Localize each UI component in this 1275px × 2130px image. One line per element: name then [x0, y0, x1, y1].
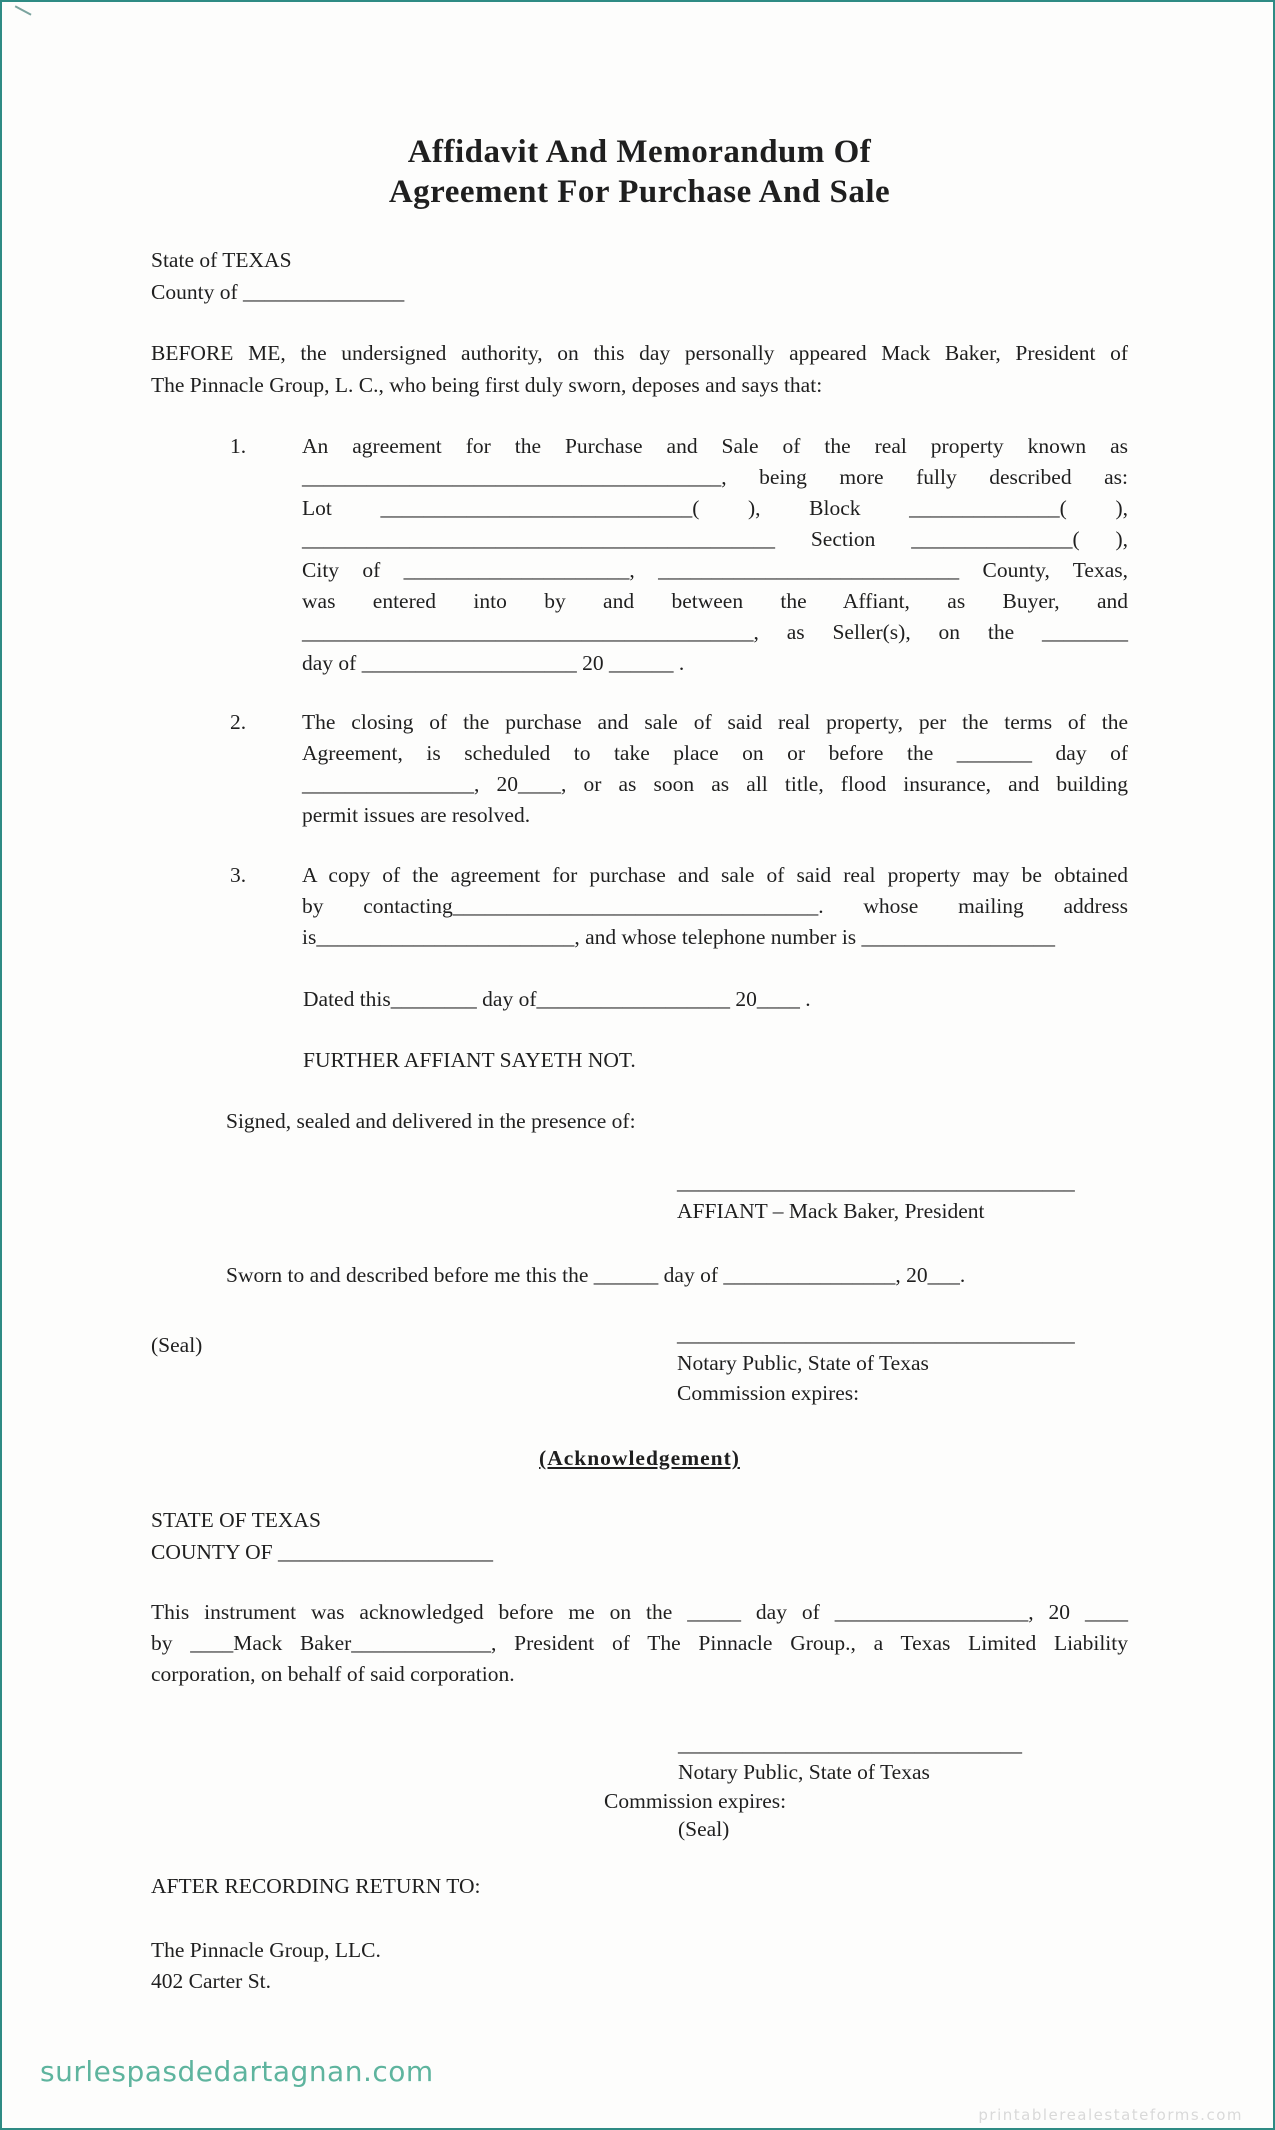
ack-county-line: COUNTY OF ____________________ — [151, 1540, 494, 1564]
item-line: An agreement for the Purchase and Sale of the real property known as — [302, 434, 1128, 458]
sworn-line: Sworn to and described before me this the ______ day of ________________, 20___. — [226, 1263, 966, 1287]
notary-block-2 — [604, 1730, 1275, 1844]
ack-state-line: STATE OF TEXAS — [151, 1508, 321, 1532]
item-body — [302, 431, 1128, 679]
instrument-paragraph — [151, 1597, 1128, 1690]
watermark-left: surlespasdedartagnan.com — [40, 2055, 434, 2088]
acknowledgement-section — [151, 1443, 1128, 1474]
acknowledgement-heading: (Acknowledgement) — [539, 1446, 740, 1470]
preamble-line: BEFORE ME, the undersigned authority, on this day personally appeared Mack Baker, President of — [151, 341, 1128, 365]
item-line: _______________________________________, being more fully described as: — [302, 465, 1128, 489]
item-line: day of ____________________ 20 ______ . — [302, 651, 685, 675]
affiant-label: AFFIANT – Mack Baker, President — [677, 1199, 985, 1223]
affiant-signature-block — [151, 1168, 1128, 1227]
commission-expires-label: Commission expires: — [677, 1381, 860, 1405]
notary-block-1 — [151, 1320, 1128, 1408]
instrument-line: corporation, on behalf of said corporation. — [151, 1662, 515, 1686]
item-line: permit issues are resolved. — [302, 803, 531, 827]
item-line: City of _____________________, ____________________________ County, Texas, — [302, 558, 1128, 582]
item-body — [302, 860, 1128, 953]
item-line: Lot _____________________________( ), Block ______________( ), — [302, 496, 1128, 520]
watermark-right: printablerealestateforms.com — [978, 2106, 1243, 2124]
page-title-line-1: Affidavit And Memorandum Of — [407, 134, 872, 170]
corner-scan-artifact — [10, 5, 31, 23]
ack-state-county-block — [151, 1504, 1128, 1568]
intro-block — [151, 244, 1128, 308]
instrument-line: by ____Mack Baker_____________, President of The Pinnacle Group., a Texas Limited Liability — [151, 1631, 1128, 1655]
item-number: 1. — [230, 434, 247, 458]
signed-presence-line: Signed, sealed and delivered in the presence of: — [226, 1109, 636, 1133]
notary-label: Notary Public, State of Texas — [677, 1351, 929, 1375]
preamble-line: The Pinnacle Group, L. C., who being first duly sworn, deposes and says that: — [151, 373, 823, 397]
page-title-line-2: Agreement For Purchase And Sale — [388, 174, 891, 210]
after-recording-heading: AFTER RECORDING RETURN TO: — [151, 1874, 481, 1898]
notary-signature-line: ________________________________ — [678, 1732, 1022, 1756]
notary-signature-line: _____________________________________ — [677, 1322, 1075, 1346]
item-body — [302, 707, 1128, 831]
item-number: 3. — [230, 863, 247, 887]
signed-section — [151, 1106, 1128, 1137]
after-recording-section — [151, 1871, 1128, 1902]
further-affiant-line: FURTHER AFFIANT SAYETH NOT. — [303, 1048, 636, 1072]
dated-line: Dated this________ day of__________________ 20____ . — [303, 987, 811, 1011]
item-number: 2. — [230, 710, 247, 734]
item-line: A copy of the agreement for purchase and sale of said real property may be obtained — [302, 863, 1128, 887]
return-address-line-2: 402 Carter St. — [151, 1969, 272, 1993]
notary-label: Notary Public, State of Texas — [678, 1760, 930, 1784]
item-line: ____________________________________________ Section _______________( ), — [302, 527, 1128, 551]
page-title — [151, 132, 1128, 212]
item-line: by contacting__________________________________. whose mailing address — [302, 894, 1128, 918]
further-affiant-section — [151, 1045, 1128, 1076]
affiant-signature-line: _____________________________________ — [677, 1170, 1075, 1194]
intro-state-line: State of TEXAS — [151, 248, 292, 272]
item-1 — [151, 431, 1128, 679]
item-3 — [151, 860, 1128, 953]
intro-county-line: County of _______________ — [151, 280, 405, 304]
item-line: The closing of the purchase and sale of said real property, per the terms of the — [302, 710, 1128, 734]
item-line: is________________________, and whose telephone number is __________________ — [302, 925, 1056, 949]
item-line: Agreement, is scheduled to take place on or before the _______ day of — [302, 741, 1128, 765]
seal-label: (Seal) — [678, 1817, 730, 1841]
dated-section — [151, 984, 1128, 1015]
item-line: __________________________________________, as Seller(s), on the ________ — [302, 620, 1128, 644]
seal-label: (Seal) — [151, 1333, 203, 1357]
item-line: ________________, 20____, or as soon as all title, flood insurance, and building — [302, 772, 1128, 796]
instrument-line: This instrument was acknowledged before me on the _____ day of __________________, 20 ____ — [151, 1600, 1128, 1624]
sworn-section — [151, 1260, 1128, 1291]
item-2 — [151, 707, 1128, 831]
commission-expires-label: Commission expires: — [604, 1788, 787, 1813]
item-line: was entered into by and between the Affiant, as Buyer, and — [302, 589, 1128, 613]
return-address-line-1: The Pinnacle Group, LLC. — [151, 1938, 381, 1962]
preamble — [151, 337, 1128, 401]
return-address-block — [151, 1935, 1128, 1997]
